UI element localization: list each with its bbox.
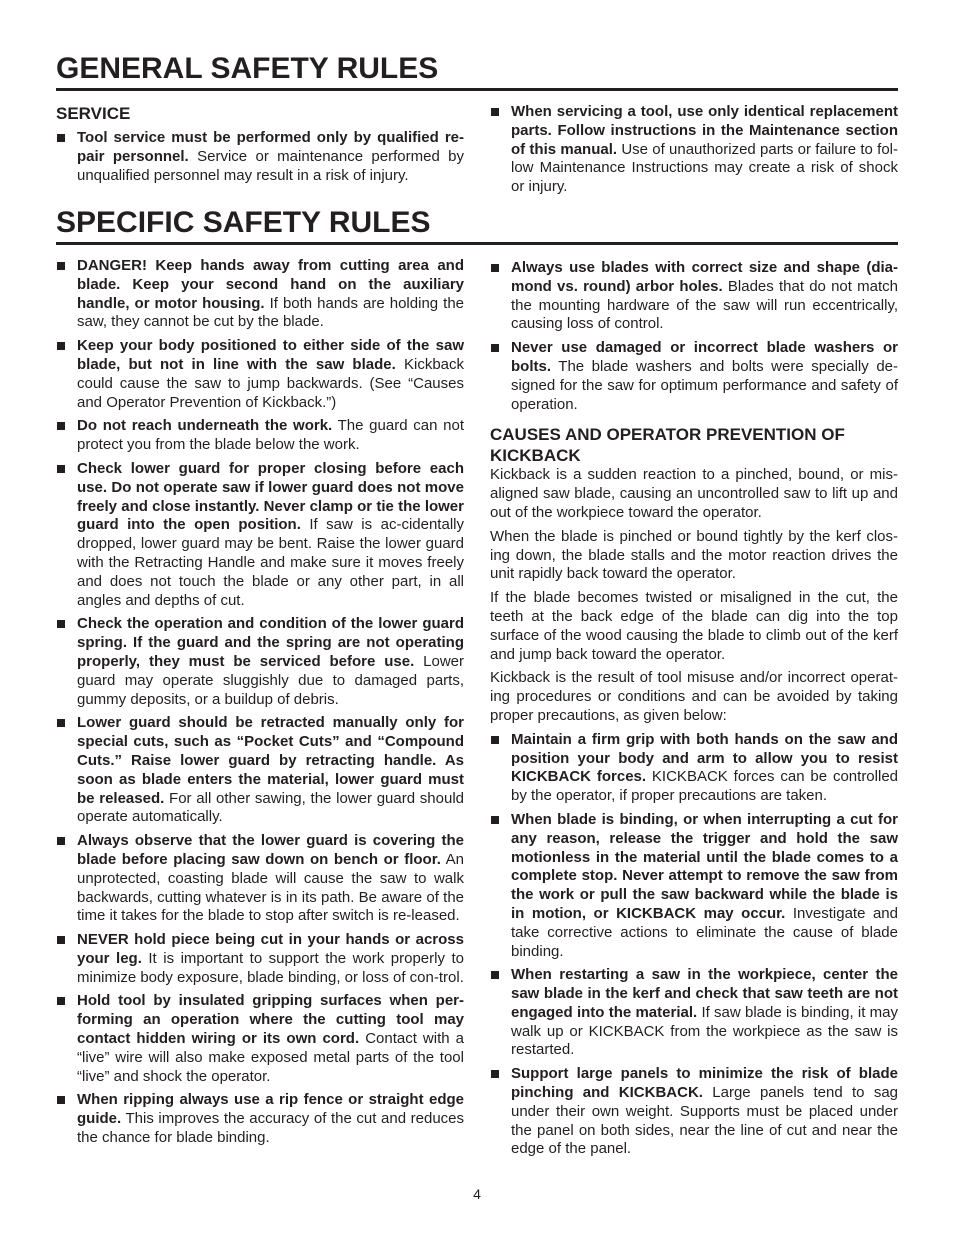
specific-right-column [490,259,898,1164]
general-right-column [490,103,898,202]
specific-rule-item: NEVER hold piece being cut in your hands or across your leg. It is important to support the work properly to minimize body exposure, blade binding, or loss of con-trol. [56,931,464,987]
specific-rule-item: Do not reach underneath the work. The guard can not protect you from the blade below the work. [56,417,464,455]
kickback-paragraph: Kickback is a sudden reaction to a pinched, bound, or mis-aligned saw blade, causing an uncontrolled saw to lift up and out of the workpiece toward the operator. [490,466,898,521]
bullet-square-icon [491,971,499,979]
specific-rule-item: Never use damaged or incorrect blade washers or bolts. The blade washers and bolts were specially de-signed for the saw for optimum performance and safety of operation. [490,339,898,414]
specific-rule-item: Lower guard should be retracted manually only for special cuts, such as “Pocket Cuts” and “Compound Cuts.” Raise lower guard by retracting handle. As soon as blade enters the material, lower guard must be released. For all other sawing, the lower guard should operate automatically. [56,714,464,827]
bullet-square-icon [57,342,65,350]
bullet-square-icon [57,465,65,473]
page-number: 4 [473,1186,481,1202]
bullet-square-icon [57,837,65,845]
general-safety-rules-title: GENERAL SAFETY RULES [56,52,898,91]
bullet-square-icon [57,719,65,727]
bullet-square-icon [57,422,65,430]
bullet-square-icon [491,1070,499,1078]
kickback-rule-item: Maintain a firm grip with both hands on the saw and position your body and arm to allow you to resist KICKBACK forces. KICKBACK forces can be controlled by the operator, if proper precautions are taken. [490,731,898,806]
bullet-square-icon [57,134,65,142]
specific-rule-item: Check the operation and condition of the lower guard spring. If the guard and the spring are not operating properly, they must be serviced before use. Lower guard may operate sluggishly due to damaged parts, gummy deposits, or a buildup of debris. [56,615,464,709]
general-left-column [56,103,464,190]
general-rule-item: Tool service must be performed only by qualified re-pair personnel. Service or maintenance performed by unqualified personnel may result in a risk of injury. [56,129,464,185]
specific-left-column [56,257,464,1153]
bullet-square-icon [491,108,499,116]
kickback-paragraph: If the blade becomes twisted or misaligned in the cut, the teeth at the back edge of the blade can dig into the top surface of the wood causing the blade to climb out of the kerf and jump back toward the operator. [490,589,898,663]
specific-rule-item: When ripping always use a rip fence or straight edge guide. This improves the accuracy of the cut and reduces the chance for blade binding. [56,1091,464,1147]
specific-rule-item: Check lower guard for proper closing before each use. Do not operate saw if lower guard does not move freely and close instantly. Never clamp or tie the lower guard into the open position. If saw is ac-cidentally dropped, lower guard may be bent. Raise the lower guard with the Retracting Handle and make sure it moves freely and does not touch the blade or any other part, in all angles and depths of cut. [56,460,464,610]
specific-safety-rules-title: SPECIFIC SAFETY RULES [56,206,898,245]
kickback-paragraph: Kickback is the result of tool misuse and/or incorrect operat-ing procedures or conditions and can be avoided by taking proper precautions, as given below: [490,669,898,724]
bullet-square-icon [57,997,65,1005]
bullet-square-icon [57,620,65,628]
bullet-square-icon [491,736,499,744]
bullet-square-icon [491,344,499,352]
kickback-rule-item: When blade is binding, or when interrupting a cut for any reason, release the trigger and hold the saw motionless in the material until the blade comes to a complete stop. Never attempt to remove the saw from the work or pull the saw backward while the blade is in motion, or KICKBACK may occur. Investigate and take corrective actions to eliminate the cause of blade binding. [490,811,898,961]
bullet-square-icon [491,264,499,272]
kickback-rule-item: When restarting a saw in the workpiece, center the saw blade in the kerf and check that saw teeth are not engaged into the material. If saw blade is binding, it may walk up or KICKBACK from the workpiece as the saw is restarted. [490,966,898,1060]
kickback-rule-item: Support large panels to minimize the risk of blade pinching and KICKBACK. Large panels tend to sag under their own weight. Supports must be placed under the panel on both sides, near the line of cut and near the edge of the panel. [490,1065,898,1159]
service-heading: SERVICE [56,104,131,123]
general-rule-item: When servicing a tool, use only identical replacement parts. Follow instructions in the Maintenance section of this manual. Use of unauthorized parts or failure to fol-low Maintenance Instructions may create a risk of shock or injury. [490,103,898,197]
kickback-paragraph: When the blade is pinched or bound tightly by the kerf clos-ing down, the blade stalls and the motor reaction drives the unit rapidly back toward the operator. [490,527,898,583]
bullet-square-icon [57,262,65,270]
specific-rule-item: Hold tool by insulated gripping surfaces when per-forming an operation where the cutting tool may contact hidden wiring or its own cord. Contact with a “live” wire will also make exposed metal parts of the tool “live” and shock the operator. [56,992,464,1086]
specific-rule-item: Keep your body positioned to either side of the saw blade, but not in line with the saw blade. Kickback could cause the saw to jump backwards. (See “Causes and Operator Prevention of Kickback.”) [56,337,464,412]
kickback-heading: CAUSES AND OPERATOR PREVENTION OF KICKBACK [490,425,845,466]
bullet-square-icon [57,1096,65,1104]
specific-rule-item: DANGER! Keep hands away from cutting area and blade. Keep your second hand on the auxiliary handle, or motor housing. If both hands are holding the saw, they cannot be cut by the blade. [56,257,464,332]
bullet-square-icon [57,936,65,944]
specific-rule-item: Always observe that the lower guard is covering the blade before placing saw down on bench or floor. An unprotected, coasting blade will cause the saw to walk backwards, cutting whatever is in its path. Be aware of the time it takes for the blade to stop after switch is re-leased. [56,832,464,926]
bullet-square-icon [491,816,499,824]
specific-rule-item: Always use blades with correct size and shape (dia-mond vs. round) arbor holes. Blades that do not match the mounting hardware of the saw will run eccentrically, causing loss of control. [490,259,898,334]
